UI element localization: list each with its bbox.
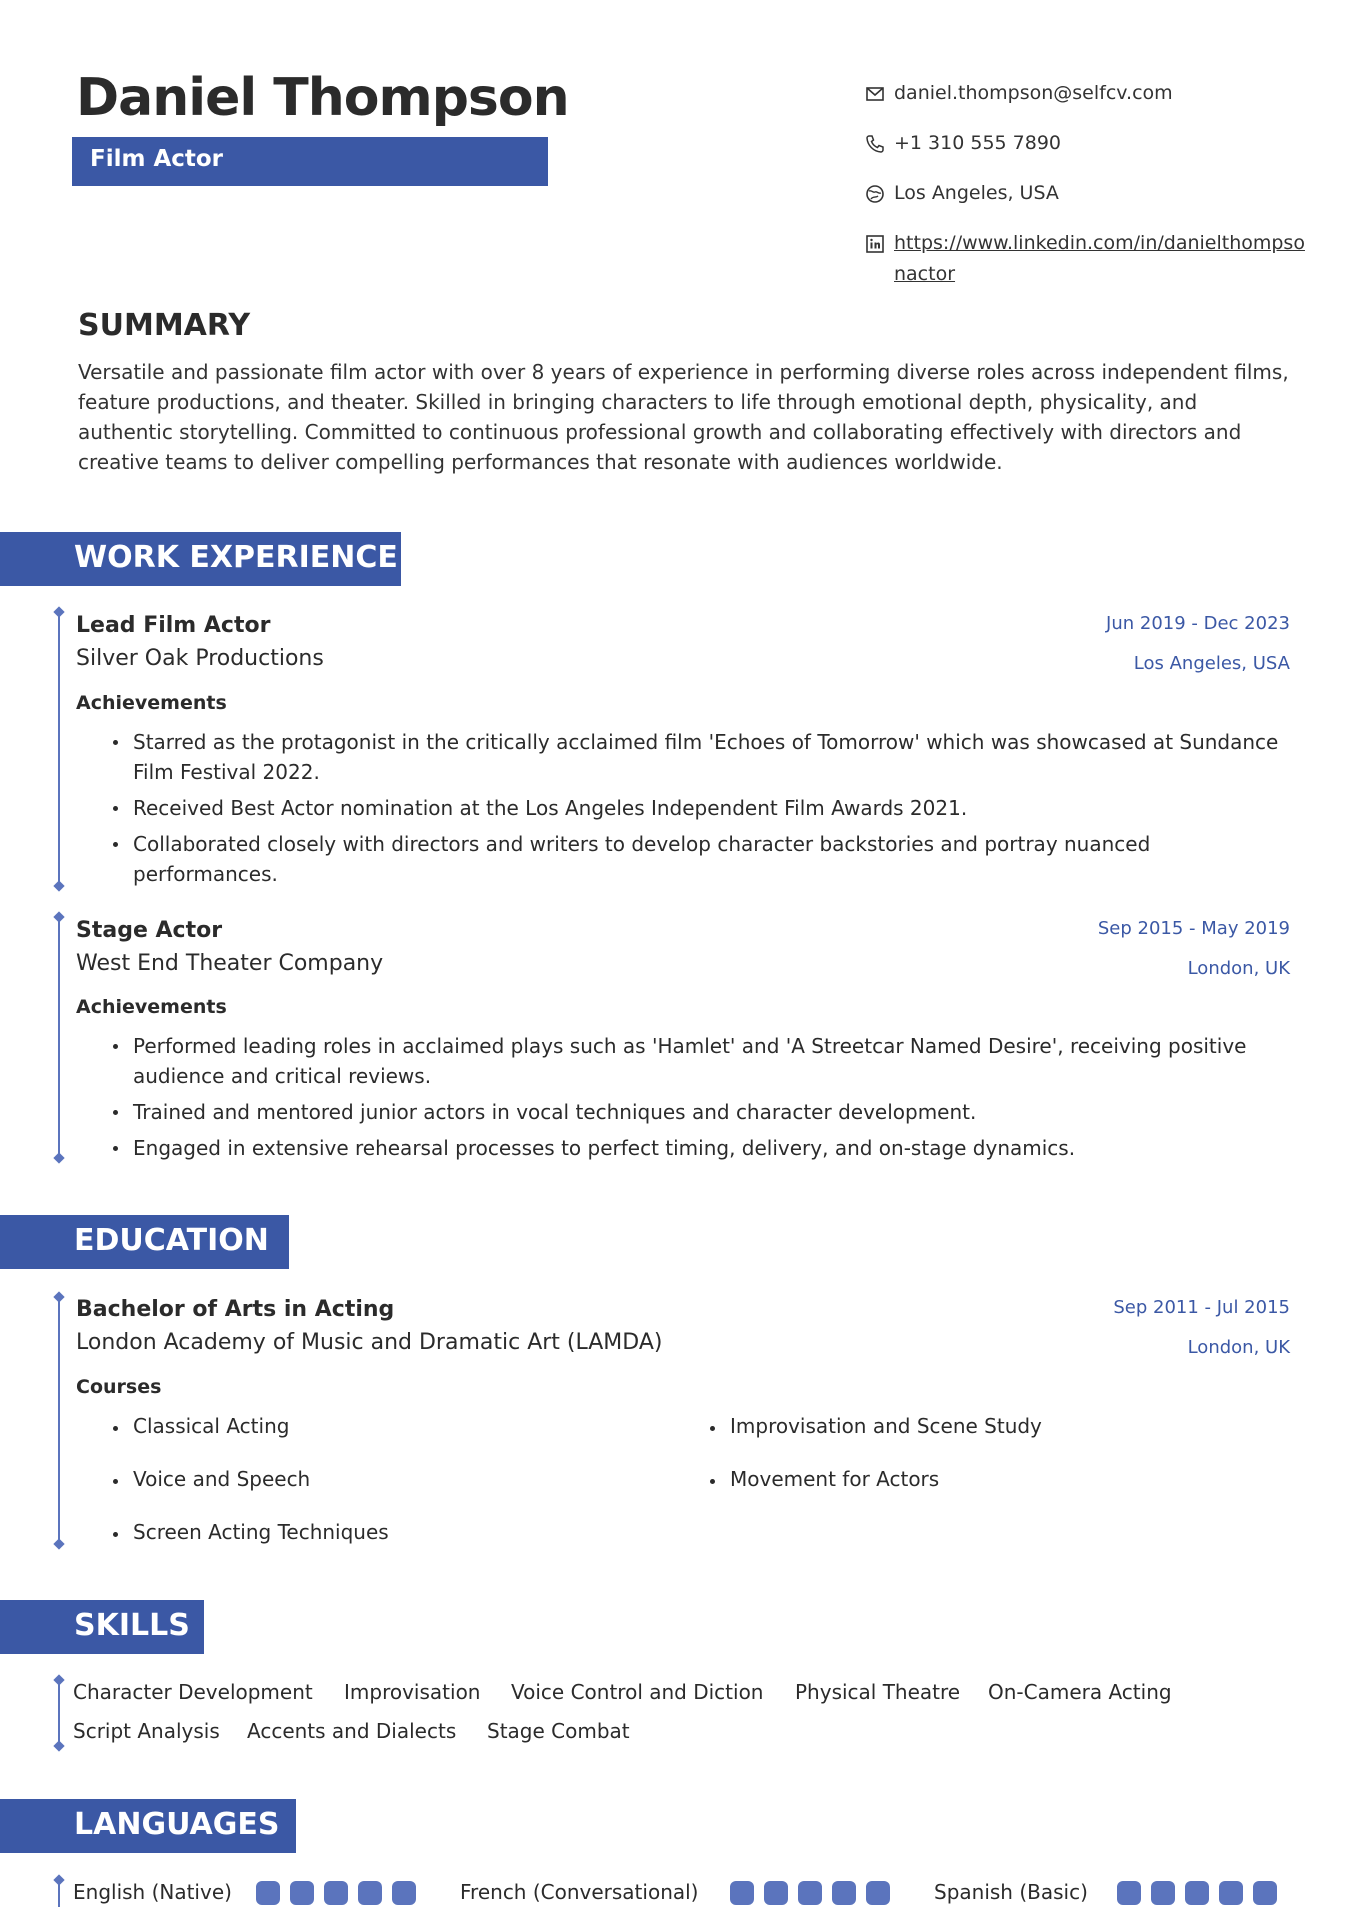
summary-heading: SUMMARY bbox=[78, 308, 251, 343]
timeline-dot bbox=[53, 911, 64, 922]
timeline-dot bbox=[53, 1874, 64, 1885]
level-dot bbox=[1117, 1881, 1141, 1905]
skill-item: Physical Theatre bbox=[795, 1680, 961, 1704]
course-item: Voice and Speech bbox=[115, 1467, 310, 1491]
skill-item: On-Camera Acting bbox=[988, 1680, 1172, 1704]
contact-email[interactable] bbox=[865, 78, 1305, 109]
level-dot bbox=[256, 1881, 280, 1905]
achievements-heading: Achievements bbox=[76, 996, 227, 1018]
contact-phone-text: +1 310 555 7890 bbox=[894, 132, 1062, 154]
job-dates: Sep 2015 - May 2019 bbox=[1097, 918, 1290, 939]
timeline-dot bbox=[53, 1152, 64, 1163]
achievements-list bbox=[115, 1031, 1295, 1169]
timeline-dot bbox=[53, 606, 64, 617]
list-item: Collaborated closely with directors and writers to develop character backstories and portray nuanced performances. bbox=[115, 829, 1295, 889]
level-dot bbox=[1185, 1881, 1209, 1905]
work-experience-header bbox=[0, 532, 401, 586]
job-dates: Jun 2019 - Dec 2023 bbox=[1106, 613, 1290, 634]
list-item: Performed leading roles in acclaimed plays such as 'Hamlet' and 'A Streetcar Named Desire', receiving positive audience and critical reviews. bbox=[115, 1031, 1295, 1091]
course-item: Improvisation and Scene Study bbox=[712, 1414, 1042, 1438]
education-header bbox=[0, 1215, 289, 1269]
language-level bbox=[256, 1881, 426, 1905]
timeline-line bbox=[58, 1680, 60, 1747]
language-label: English (Native) bbox=[73, 1880, 232, 1904]
course-item: Classical Acting bbox=[115, 1414, 289, 1438]
education-heading: EDUCATION bbox=[74, 1223, 269, 1258]
timeline-dot bbox=[53, 1740, 64, 1751]
job-title: Stage Actor bbox=[76, 918, 223, 943]
level-dot bbox=[392, 1881, 416, 1905]
envelope-icon bbox=[865, 84, 885, 104]
contact-block bbox=[865, 78, 1305, 309]
timeline-dot bbox=[53, 880, 64, 891]
list-item: Starred as the protagonist in the critically acclaimed film 'Echoes of Tomorrow' which was showcased at Sundance Film Festival 2022. bbox=[115, 727, 1295, 787]
skills-header bbox=[0, 1600, 204, 1654]
list-item: Trained and mentored junior actors in vocal techniques and character development. bbox=[115, 1097, 1295, 1127]
timeline-line bbox=[58, 1297, 60, 1545]
level-dot bbox=[1253, 1881, 1277, 1905]
phone-icon bbox=[865, 134, 885, 154]
timeline-line bbox=[58, 612, 60, 887]
contact-location bbox=[865, 178, 1305, 209]
work-experience-heading: WORK EXPERIENCE bbox=[74, 540, 398, 575]
school-name: London Academy of Music and Dramatic Art (LAMDA) bbox=[76, 1330, 663, 1355]
language-level bbox=[1117, 1881, 1287, 1905]
job-title-banner bbox=[72, 137, 548, 186]
language-label: Spanish (Basic) bbox=[934, 1880, 1088, 1904]
contact-linkedin[interactable] bbox=[865, 228, 1305, 290]
job-location: Los Angeles, USA bbox=[1133, 653, 1290, 674]
linkedin-link[interactable]: https://www.linkedin.com/in/danielthompsonactor bbox=[894, 232, 1305, 285]
level-dot bbox=[866, 1881, 890, 1905]
contact-email-text: daniel.thompson@selfcv.com bbox=[894, 82, 1173, 104]
language-label: French (Conversational) bbox=[460, 1880, 699, 1904]
achievements-list bbox=[115, 727, 1295, 895]
job-title-label: Film Actor bbox=[90, 146, 224, 172]
skills-heading: SKILLS bbox=[74, 1608, 190, 1643]
list-item: Received Best Actor nomination at the Los Angeles Independent Film Awards 2021. bbox=[115, 793, 1295, 823]
timeline-dot bbox=[53, 1674, 64, 1685]
level-dot bbox=[1151, 1881, 1175, 1905]
level-dot bbox=[730, 1881, 754, 1905]
skill-item: Accents and Dialects bbox=[247, 1719, 457, 1743]
skill-item: Improvisation bbox=[344, 1680, 481, 1704]
achievements-heading: Achievements bbox=[76, 692, 227, 714]
course-item: Screen Acting Techniques bbox=[115, 1520, 389, 1544]
level-dot bbox=[798, 1881, 822, 1905]
education-location: London, UK bbox=[1187, 1337, 1290, 1358]
level-dot bbox=[1219, 1881, 1243, 1905]
course-item: Movement for Actors bbox=[712, 1467, 939, 1491]
candidate-name: Daniel Thompson bbox=[76, 68, 569, 128]
skill-item: Script Analysis bbox=[73, 1719, 220, 1743]
level-dot bbox=[832, 1881, 856, 1905]
job-title: Lead Film Actor bbox=[76, 613, 271, 638]
contact-location-text: Los Angeles, USA bbox=[894, 182, 1059, 204]
skill-item: Character Development bbox=[73, 1680, 313, 1704]
contact-phone[interactable] bbox=[865, 128, 1305, 159]
summary-text: Versatile and passionate film actor with over 8 years of experience in performing diverse roles across independent films, feature productions, and theater. Skilled in bringing characters to life through emotional depth, physicality, and authentic storytelling. Committed to continuous professional growth and collaborating effectively with directors and creative teams to deliver compelling performances that resonate with audiences worldwide. bbox=[78, 360, 1289, 474]
level-dot bbox=[358, 1881, 382, 1905]
skill-item: Stage Combat bbox=[487, 1719, 630, 1743]
timeline-dot bbox=[53, 1291, 64, 1302]
language-level bbox=[730, 1881, 900, 1905]
linkedin-icon bbox=[865, 234, 885, 254]
courses-heading: Courses bbox=[76, 1376, 162, 1398]
globe-icon bbox=[865, 184, 885, 204]
degree-title: Bachelor of Arts in Acting bbox=[76, 1297, 395, 1322]
list-item: Engaged in extensive rehearsal processes to perfect timing, delivery, and on-stage dynamics. bbox=[115, 1133, 1295, 1163]
level-dot bbox=[290, 1881, 314, 1905]
languages-heading: LANGUAGES bbox=[74, 1807, 280, 1842]
languages-header bbox=[0, 1799, 296, 1853]
level-dot bbox=[324, 1881, 348, 1905]
timeline-line bbox=[58, 917, 60, 1159]
level-dot bbox=[764, 1881, 788, 1905]
job-organization: West End Theater Company bbox=[76, 951, 384, 976]
education-dates: Sep 2011 - Jul 2015 bbox=[1113, 1297, 1290, 1318]
timeline-dot bbox=[53, 1538, 64, 1549]
skill-item: Voice Control and Diction bbox=[511, 1680, 764, 1704]
job-organization: Silver Oak Productions bbox=[76, 646, 324, 671]
job-location: London, UK bbox=[1187, 958, 1290, 979]
